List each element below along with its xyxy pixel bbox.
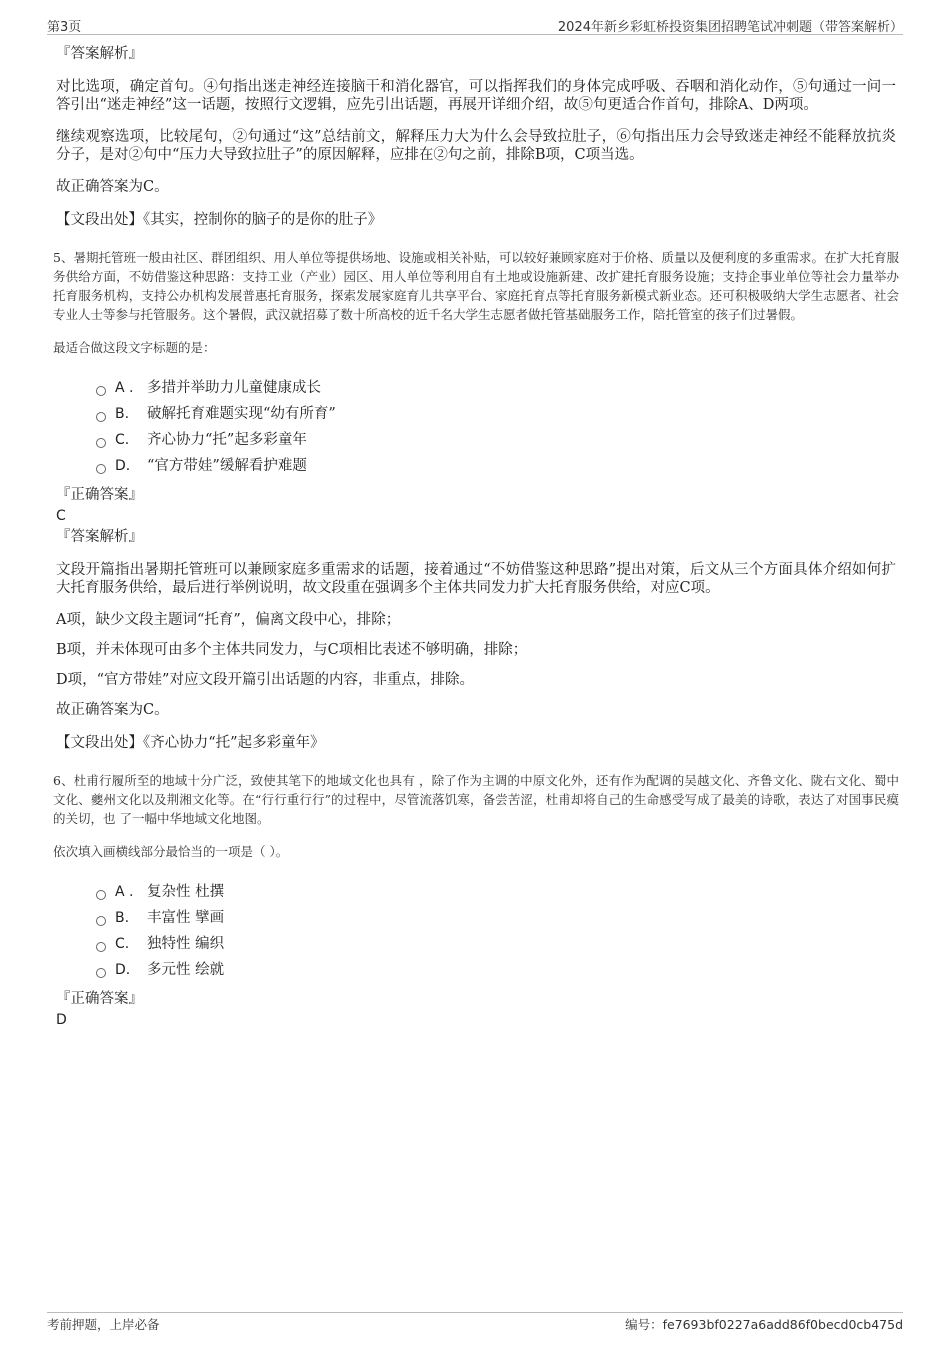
option-letter: C. xyxy=(115,432,130,448)
analysis-paragraph: 对比选项，确定首句。④句指出迷走神经连接脑干和消化器官，可以指挥我们的身体完成呼吸、吞咽和消化动作，⑤句通过一问一答引出“迷走神经”这一话题，按照行文逻辑，应先引出话题，再展开详细介绍，故⑤句更适合作首句，排除A、D两项。 xyxy=(56,79,896,113)
answer-analysis-label: 『答案解析』 xyxy=(56,529,143,545)
option-letter: B. xyxy=(115,910,130,926)
page-header xyxy=(47,14,903,35)
footer-slogan: 考前押题，上岸必备 xyxy=(47,1317,160,1332)
option-text: 丰富性 擘画 xyxy=(147,910,225,926)
page-content xyxy=(53,44,899,1031)
correct-answer-label: 『正确答案』 xyxy=(56,991,143,1007)
question-6-prompt: 依次填入画横线部分最恰当的一项是（ ）。 xyxy=(53,844,289,859)
radio-icon[interactable] xyxy=(96,412,106,422)
analysis-paragraph: A项，缺少文段主题词“托育”，偏离文段中心，排除； xyxy=(56,612,401,628)
option-text: 破解托育难题实现“幼有所育” xyxy=(147,406,336,422)
analysis-conclusion: 故正确答案为C。 xyxy=(56,702,169,718)
answer-analysis-label: 『答案解析』 xyxy=(56,46,143,62)
option-letter: A . xyxy=(115,884,134,900)
option-d[interactable] xyxy=(96,957,896,983)
option-text: 复杂性 杜撰 xyxy=(147,884,225,900)
page-number: 第3页 xyxy=(47,20,82,35)
option-letter: D. xyxy=(115,962,131,978)
question-5-text: 5、暑期托管班一般由社区、群团组织、用人单位等提供场地、设施或相关补贴，可以较好兼顾家庭对于价格、质量以及便利度的多重需求。在扩大托育服务供给方面，不妨借鉴这种思路：支持工业（产业）园区、用人单位等利用自有土地或设施新建、改扩建托育服务设施；支持企事业单位等社会力量举办托育服务机构，支持公办机构发展普惠托育服务，探索发展家庭育儿共享平台、家庭托育点等托育服务新模式新业态。还可积极吸纳大学生志愿者、社会专业人士等参与托管服务。这个暑假，武汉就招募了数十所高校的近千名大学生志愿者做托管基础服务工作，陪托管室的孩子们过暑假。 xyxy=(53,250,899,322)
question-5-prompt: 最适合做这段文字标题的是： xyxy=(53,340,216,355)
option-text: 多措并举助力儿童健康成长 xyxy=(147,380,321,396)
question-6-text: 6、杜甫行履所至的地域十分广泛，致使其笔下的地域文化也具有 ，除了作为主调的中原文化外，还有作为配调的吴越文化、齐鲁文化、陇右文化、蜀中文化、夔州文化以及荆湘文化等。在“行行重行行”的过程中，尽管流落饥寒，备尝苦涩，杜甫却将自己的生命感受写成了最美的诗歌，表达了对国事民瘼的关切，也 了一幅中华地域文化地图。 xyxy=(53,773,899,826)
option-letter: D. xyxy=(115,458,131,474)
radio-icon[interactable] xyxy=(96,386,106,396)
radio-icon[interactable] xyxy=(96,464,106,474)
option-b[interactable] xyxy=(96,905,896,931)
analysis-paragraph: 文段开篇指出暑期托管班可以兼顾家庭多重需求的话题，接着通过“不妨借鉴这种思路”提出对策，后文从三个方面具体介绍如何扩大托育服务供给，最后进行举例说明，故文段重在强调多个主体共同发力扩大托育服务供给，对应C项。 xyxy=(56,562,896,596)
option-d[interactable] xyxy=(96,453,896,479)
document-id: 编号：fe7693bf0227a6add86f0becd0cb475d xyxy=(625,1317,903,1332)
option-a[interactable] xyxy=(96,879,896,905)
option-text: 多元性 绘就 xyxy=(147,962,225,978)
radio-icon[interactable] xyxy=(96,942,106,952)
question-6-options xyxy=(96,879,896,983)
analysis-paragraph: D项，“官方带娃”对应文段开篇引出话题的内容，非重点，排除。 xyxy=(56,672,474,688)
analysis-paragraph: B项，并未体现可由多个主体共同发力，与C项相比表述不够明确，排除； xyxy=(56,642,528,658)
correct-answer: D xyxy=(56,1012,67,1028)
radio-icon[interactable] xyxy=(96,438,106,448)
analysis-paragraph: 继续观察选项，比较尾句，②句通过“这”总结前文，解释压力大为什么会导致拉肚子，⑥句指出压力会导致迷走神经不能释放抗炎分子，是对②句中“压力大导致拉肚子”的原因解释，应排在②句之前，排除B项，C项当选。 xyxy=(56,129,896,163)
option-text: 独特性 编织 xyxy=(147,936,225,952)
page-footer xyxy=(47,1312,903,1335)
option-c[interactable] xyxy=(96,931,896,957)
option-letter: B. xyxy=(115,406,130,422)
correct-answer-label: 『正确答案』 xyxy=(56,487,143,503)
passage-source: 【文段出处】《齐心协力“托”起多彩童年》 xyxy=(56,735,325,751)
radio-icon[interactable] xyxy=(96,890,106,900)
option-a[interactable] xyxy=(96,375,896,401)
question-5-options xyxy=(96,375,896,479)
analysis-conclusion: 故正确答案为C。 xyxy=(56,179,169,195)
radio-icon[interactable] xyxy=(96,916,106,926)
option-b[interactable] xyxy=(96,401,896,427)
correct-answer: C xyxy=(56,508,66,524)
document-title: 2024年新乡彩虹桥投资集团招聘笔试冲刺题（带答案解析） xyxy=(557,20,903,35)
option-c[interactable] xyxy=(96,427,896,453)
radio-icon[interactable] xyxy=(96,968,106,978)
option-text: 齐心协力“托”起多彩童年 xyxy=(147,432,307,448)
option-letter: A . xyxy=(115,380,134,396)
passage-source: 【文段出处】《其实，控制你的脑子的是你的肚子》 xyxy=(56,212,383,228)
option-letter: C. xyxy=(115,936,130,952)
option-text: “官方带娃”缓解看护难题 xyxy=(147,458,307,474)
